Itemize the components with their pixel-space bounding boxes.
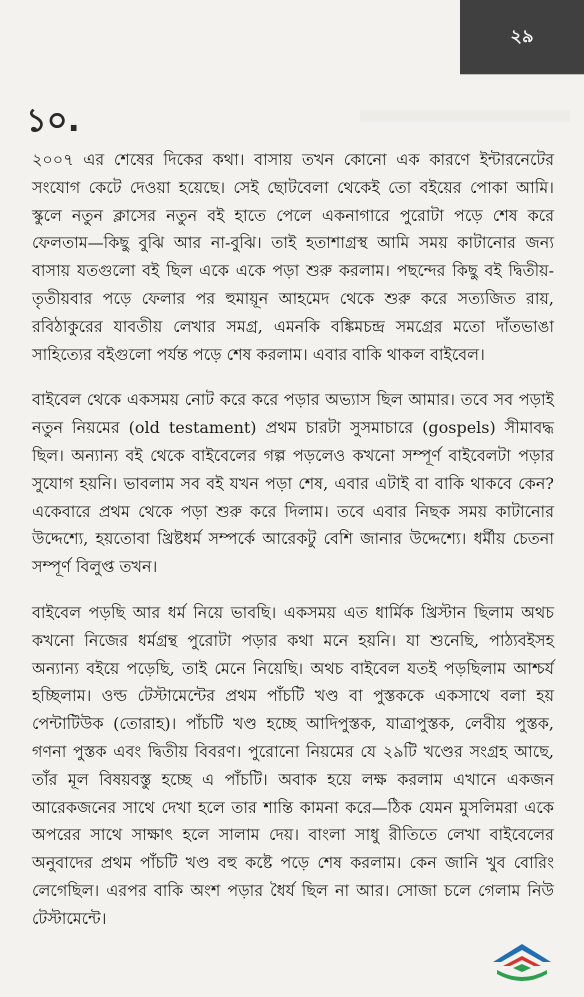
paragraph-1: ২০০৭ এর শেষের দিকের কথা। বাসায় তখন কোনো এক কারণে ইন্টারনেটের সংযোগ কেটে দেওয়া হয়েছে। সেই ছোটবেলা থেকেই তো বইয়ের পোকা আমি। স্কুলে নতুন ক্লাসের নতুন বই হাতে পেলে একনাগারে পুরোটা পড়ে শেষ করে ফেলতাম—কিছু বুঝি আর না-বুঝি। তাই হতাশাগ্রস্থ আমি সময় কাটানোর জন্য বাসায় যতগুলো বই ছিল একে একে পড়া শুরু করলাম। পছন্দের কিছু বই দ্বিতীয়-তৃতীয়বার পড়ে ফেলার পর হুমায়ূন আহমেদ থেকে শুরু করে সত্যজিত রায়, রবিঠাকুরের যাবতীয় লেখার সমগ্র, এমনকি বঙ্কিমচন্দ্র সমগ্রের মতো দাঁতভাঙা সাহিত্যের বইগুলো পর্যন্ত পড়ে শেষ করলাম। এবার বাকি থাকল বাইবেল। (32, 150, 554, 364)
paragraph-3: বাইবেল পড়ছি আর ধর্ম নিয়ে ভাবছি। একসময় এত ধার্মিক খ্রিস্টান ছিলাম অথচ কখনো নিজের ধর্মগ্রন্থ পুরোটা পড়ার কথা মনে হয়নি। যা শুনেছি, পাঠ্যবইসহ অন্যান্য বইয়ে পড়েছি, তাই মেনে নিয়েছি। অথচ বাইবেল যতই পড়ছিলাম আশ্চর্য হচ্ছিলাম। ওল্ড টেস্টামেন্টের প্রথম পাঁচটি খণ্ড বা পুস্তককে একসাথে বলা হয় পেন্টাটিউক (তোরাহ)। পাঁচটি খণ্ড হচ্ছে আদিপুস্তক, যাত্রাপুস্তক, লেবীয় পুস্তক, গণনা পুস্তক এবং দ্বিতীয় বিবরণ। পুরোনো নিয়মের যে ২৯টি খণ্ডের সংগ্রহ আছে, তাঁর মূল বিষয়বস্তু হচ্ছে এ পাঁচটি। অবাক হয়ে লক্ষ করলাম এখানে একজন আরেকজনের সাথে দেখা হলে তার শান্তি কামনা করে—ঠিক যেমন মুসলিমরা একে অপরের সাথে সাক্ষাৎ হলে সালাম দেয়। বাংলা সাধু রীতিতে লেখা বাইবেলের অনুবাদের প্রথম পাঁচটি খণ্ড বহু কষ্টে পড়ে শেষ করলাম। কেন জানি খুব বোরিং লেগেছিল। এরপর বাকি অংশ পড়ার ধৈর্য ছিল না আর। সোজা চলে গেলাম নিউ টেস্টামেন্টে। (32, 602, 554, 928)
body-text (32, 146, 554, 951)
paragraph-2: বাইবেল থেকে একসময় নোট করে করে পড়ার অভ্যাস ছিল আমার। তবে সব পড়াই নতুন নিয়মের (old testament) প্রথম চারটা সুসমাচারে (gospels) সীমাবদ্ধ ছিল। অন্যান্য বই থেকে বাইবেলের গল্প পড়লেও কখনো সম্পূর্ণ বাইবেলটা পড়ার সুযোগ হয়নি। ভাবলাম সব বই যখন পড়া শেষ, এবার এটাই বা বাকি থাকবে কেন? একেবারে প্রথম থেকে পড়া শুরু করে দিলাম। তবে এবার নিছক সময় কাটানোর উদ্দেশ্যে, হয়তোবা খ্রিষ্টধর্ম সম্পর্কে আরেকটু বেশি জানার উদ্দেশ্যে। ধর্মীয় চেতনা সম্পূর্ণ বিলুপ্ত তখন। (32, 390, 554, 577)
chapter-number: ১০. (26, 101, 80, 139)
publisher-logo-icon (489, 940, 555, 982)
page-number: ২৯ (460, 0, 584, 74)
bleed-through-shadow (360, 110, 570, 122)
